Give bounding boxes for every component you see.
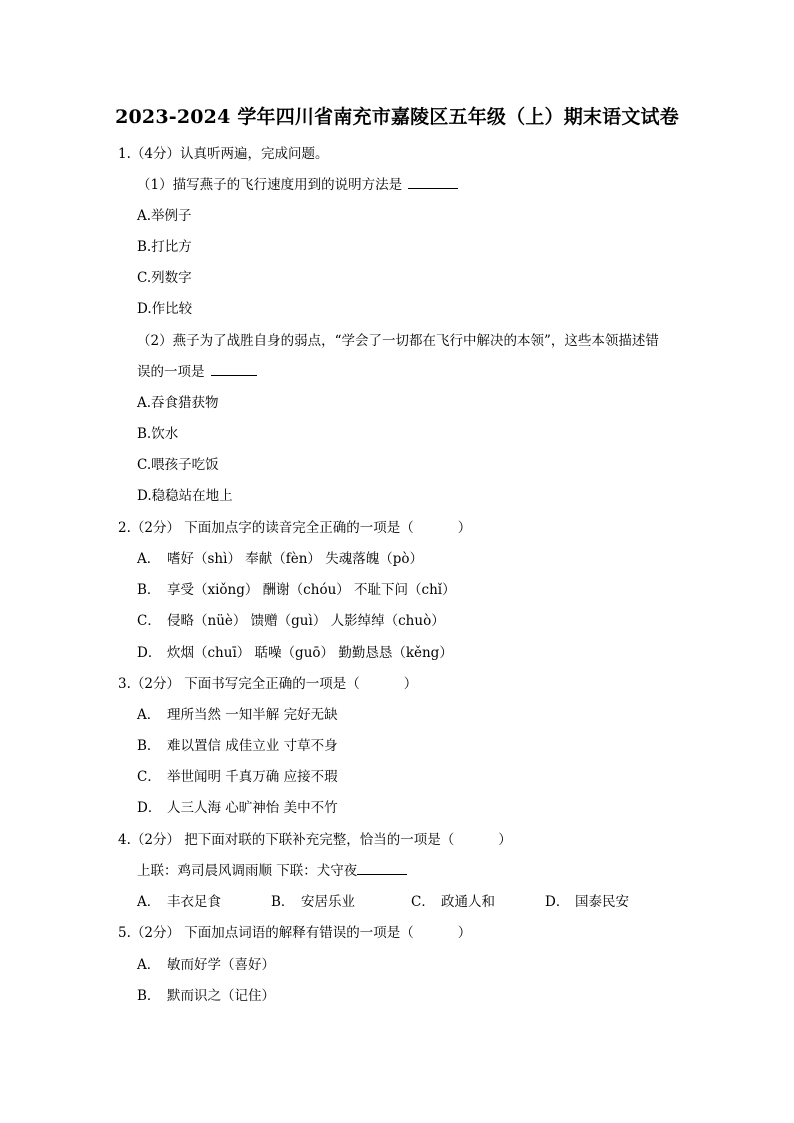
option-label: A． <box>137 551 161 567</box>
option-label: C． <box>411 894 435 910</box>
question-3-option-d <box>137 799 338 817</box>
question-3-option-a <box>137 706 338 724</box>
question-4-option-c <box>411 893 545 911</box>
question-2-option-c <box>137 612 445 630</box>
option-text: 难以置信 成佳立业 寸草不身 <box>167 738 338 754</box>
answer-blank[interactable] <box>211 363 257 376</box>
option-label: A． <box>137 957 161 973</box>
question-2-option-a <box>137 550 423 568</box>
option-label: B． <box>137 988 161 1004</box>
question-3-option-c <box>137 768 338 786</box>
question-4-option-b <box>271 893 411 911</box>
question-4-options <box>137 893 629 911</box>
question-3-option-b <box>137 737 338 755</box>
option-label: A． <box>137 894 161 910</box>
option-text: 敏而好学（喜好） <box>167 957 275 973</box>
couplet-text: 上联：鸡司晨风调雨顺 下联：犬守夜 <box>137 863 358 879</box>
question-1-sub-1-option-c: C.列数字 <box>137 270 192 286</box>
question-2-option-b <box>137 581 456 599</box>
question-5-stem-text: 5.（2分） 下面加点词语的解释有错误的一项是（ <box>118 925 414 941</box>
question-5-option-b <box>137 987 275 1005</box>
option-text: 人三人海 心旷神怡 美中不竹 <box>167 800 338 816</box>
option-text: 理所当然 一知半解 完好无缺 <box>167 707 338 723</box>
question-4-option-d <box>545 893 629 911</box>
exam-title: 2023-2024 学年四川省南充市嘉陵区五年级（上）期末语文试卷 <box>115 106 679 128</box>
option-text: 侵略（nüè） 馈赠（guì） 人影绰绰（chuò） <box>167 613 445 629</box>
question-2-stem-close: ） <box>457 520 472 536</box>
question-5-stem <box>118 924 471 942</box>
question-4-couplet <box>137 862 407 880</box>
option-text: 默而识之（记住） <box>167 988 275 1004</box>
question-1-sub-1-option-b: B.打比方 <box>137 239 192 255</box>
question-1-sub-1-option-a: A.举例子 <box>137 208 192 224</box>
question-5-option-a <box>137 956 275 974</box>
question-1-sub-2-option-d: D.稳稳站在地上 <box>137 488 233 504</box>
question-1-sub-2-line-2 <box>137 363 257 381</box>
question-1-sub-1-option-d: D.作比较 <box>137 301 193 317</box>
question-1-sub-2-line-2-text: 误的一项是 <box>137 364 205 380</box>
option-label: D． <box>545 894 570 910</box>
option-label: A． <box>137 707 161 723</box>
option-text: 国泰民安 <box>575 894 629 910</box>
question-2-option-d <box>137 644 453 662</box>
option-label: B． <box>137 738 161 754</box>
option-label: C． <box>137 769 161 785</box>
option-label: B． <box>271 894 295 910</box>
answer-blank[interactable] <box>408 176 458 189</box>
question-4-stem-close: ） <box>498 832 512 848</box>
question-1-stem: 1.（4分）认真听两遍，完成问题。 <box>118 146 329 162</box>
question-1-sub-2-option-a: A.吞食猎获物 <box>137 395 219 411</box>
option-text: 举世闻明 千真万确 应接不瑕 <box>167 769 338 785</box>
option-text: 政通人和 <box>441 894 495 910</box>
question-3-stem <box>118 675 417 693</box>
question-4-stem <box>118 831 512 849</box>
question-2-stem-text: 2.（2分） 下面加点字的读音完全正确的一项是（ <box>118 520 414 536</box>
question-5-stem-close: ） <box>457 925 472 941</box>
option-label: C． <box>137 613 161 629</box>
question-4-stem-text: 4.（2分） 把下面对联的下联补充完整，恰当的一项是（ <box>118 832 455 848</box>
option-text: 安居乐业 <box>301 894 355 910</box>
question-1-sub-2-option-c: C.喂孩子吃饭 <box>137 457 219 473</box>
question-1-sub-2-option-b: B.饮水 <box>137 426 179 442</box>
question-3-stem-close: ） <box>403 676 418 692</box>
question-1-sub-1 <box>137 176 458 194</box>
answer-blank[interactable] <box>357 862 407 875</box>
question-4-option-a <box>137 893 271 911</box>
question-2-stem <box>118 519 471 537</box>
option-label: D． <box>137 800 162 816</box>
question-3-stem-text: 3.（2分） 下面书写完全正确的一项是（ <box>118 676 360 692</box>
option-text: 炊烟（chuī） 聒噪（guō） 勤勤恳恳（kěng） <box>167 645 453 661</box>
option-label: D． <box>137 645 162 661</box>
question-1-sub-2-line-1: （2）燕子为了战胜自身的弱点，“学会了一切都在飞行中解决的本领”，这些本领描述错 <box>137 333 659 349</box>
option-text: 嗜好（shì） 奉献（fèn） 失魂落魄（pò） <box>167 551 423 567</box>
question-1-sub-1-text: （1）描写燕子的飞行速度用到的说明方法是 <box>137 177 403 193</box>
option-text: 享受（xiǒng） 酬谢（chóu） 不耻下问（chǐ） <box>167 582 456 598</box>
option-label: B． <box>137 582 161 598</box>
option-text: 丰衣足食 <box>167 894 221 910</box>
